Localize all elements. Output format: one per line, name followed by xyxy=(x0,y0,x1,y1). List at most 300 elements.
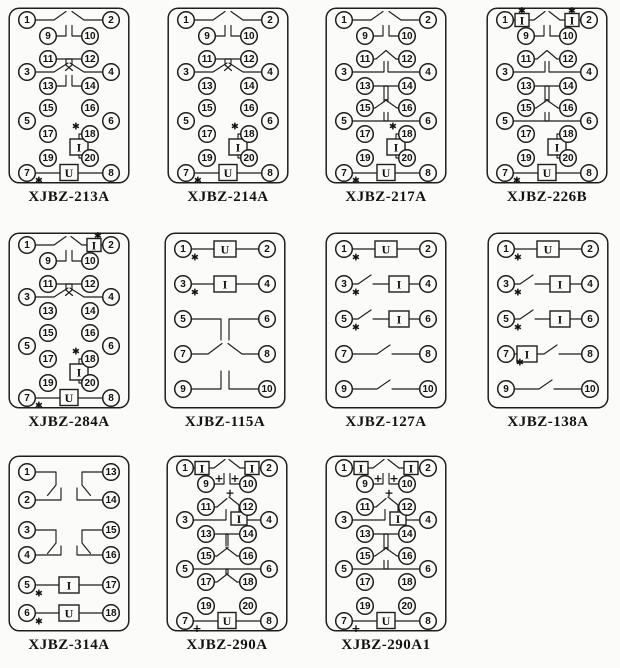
terminal-number: 8 xyxy=(586,168,592,179)
polarity-plus-mark: + xyxy=(389,472,399,485)
terminal-number: 17 xyxy=(359,129,371,140)
terminal-number: 10 xyxy=(401,479,413,490)
polarity-star-mark: ✱ xyxy=(514,287,522,299)
terminal-number: 6 xyxy=(425,116,431,127)
terminal-number: 2 xyxy=(586,15,592,26)
wire xyxy=(209,460,225,469)
terminal-number: 16 xyxy=(84,328,96,339)
terminal-number: 5 xyxy=(341,564,347,575)
diagram-canvas xyxy=(487,232,609,410)
terminal-number: 2 xyxy=(24,495,30,506)
terminal-number: 9 xyxy=(362,479,368,490)
terminal-number: 10 xyxy=(401,31,413,42)
coil-label: I xyxy=(395,512,401,526)
terminal-number: 1 xyxy=(180,244,186,255)
terminal-number: 7 xyxy=(341,349,347,360)
terminal-number: 2 xyxy=(108,15,114,26)
terminal-number: 18 xyxy=(84,354,96,365)
coil-label: U xyxy=(220,242,230,257)
terminal-number: 9 xyxy=(204,31,210,42)
terminal-number: 10 xyxy=(84,31,96,42)
terminal-number: 15 xyxy=(105,525,117,536)
wire xyxy=(82,530,103,554)
diagram-label: XJBZ-290A1 xyxy=(341,637,431,653)
wire xyxy=(36,12,67,21)
terminal-number: 14 xyxy=(401,81,413,92)
wire xyxy=(215,548,229,557)
polarity-star-mark: ✱ xyxy=(194,175,202,185)
wire xyxy=(229,319,259,340)
terminal-number: 18 xyxy=(242,577,254,588)
coil-label: U xyxy=(381,166,391,180)
terminal-number: 1 xyxy=(341,15,347,26)
diagram-label: XJBZ-214A xyxy=(187,189,269,205)
wire xyxy=(549,12,565,21)
wire xyxy=(36,472,57,496)
terminal-number: 9 xyxy=(203,479,209,490)
terminal-number: 20 xyxy=(84,378,96,389)
wire xyxy=(515,310,534,319)
terminal-number: 4 xyxy=(108,292,114,303)
wire xyxy=(194,569,229,574)
terminal-number: 12 xyxy=(562,54,574,65)
polarity-plus-mark: + xyxy=(373,472,383,485)
wire xyxy=(57,26,67,37)
terminal-number: 6 xyxy=(108,341,114,352)
terminal-number: 2 xyxy=(108,240,114,251)
wire xyxy=(192,319,222,340)
terminal-number: 4 xyxy=(425,279,431,290)
terminal-number: 13 xyxy=(200,529,212,540)
polarity-plus-mark: + xyxy=(384,486,394,500)
wire xyxy=(72,26,82,37)
terminal-number: 15 xyxy=(359,551,371,562)
terminal-number: 7 xyxy=(183,168,189,179)
wire xyxy=(537,345,557,354)
terminal-number: 4 xyxy=(586,67,592,78)
terminal-number: 7 xyxy=(341,168,347,179)
terminal-number: 14 xyxy=(562,81,574,92)
relay-diagram xyxy=(325,232,447,431)
diagram-frame xyxy=(9,8,129,183)
terminal-number: 16 xyxy=(401,551,413,562)
terminal-number: 15 xyxy=(359,103,371,114)
terminal-number: 4 xyxy=(425,515,431,526)
diagram-frame xyxy=(9,233,129,408)
terminal-number: 11 xyxy=(359,54,371,65)
terminal-number: 1 xyxy=(503,244,509,255)
polarity-star-mark: ✱ xyxy=(516,357,524,369)
terminal-number: 19 xyxy=(201,153,213,164)
polarity-star-mark: ✱ xyxy=(514,252,522,264)
wire xyxy=(72,251,82,262)
coil-label: I xyxy=(66,578,72,593)
terminal-number: 6 xyxy=(587,314,593,325)
coil-label: U xyxy=(543,242,553,257)
terminal-number: 13 xyxy=(42,81,54,92)
diagram-frame xyxy=(167,456,287,631)
terminal-number: 14 xyxy=(401,529,413,540)
wire xyxy=(389,26,399,37)
relay-diagram xyxy=(325,7,447,206)
terminal-number: 2 xyxy=(425,15,431,26)
terminal-number: 9 xyxy=(341,384,347,395)
terminal-number: 7 xyxy=(180,349,186,360)
polarity-star-mark: ✱ xyxy=(72,346,80,358)
terminal-number: 11 xyxy=(201,54,213,65)
terminal-number: 15 xyxy=(200,551,212,562)
diagram-canvas xyxy=(486,7,608,185)
coil-label: I xyxy=(396,312,402,327)
terminal-number: 4 xyxy=(264,279,270,290)
wire xyxy=(72,12,103,21)
terminal-number: 1 xyxy=(24,467,30,478)
terminal-number: 4 xyxy=(266,515,272,526)
wire xyxy=(57,76,67,87)
terminal-number: 17 xyxy=(200,577,212,588)
wire xyxy=(515,275,534,284)
coil-label: I xyxy=(557,312,563,327)
terminal-number: 5 xyxy=(183,116,189,127)
polarity-star-mark: ✱ xyxy=(231,121,239,133)
terminal-number: 7 xyxy=(502,168,508,179)
terminal-number: 16 xyxy=(562,103,574,114)
terminal-number: 2 xyxy=(267,15,273,26)
terminal-number: 6 xyxy=(24,608,30,619)
coil-label: U xyxy=(64,606,74,621)
terminal-number: 12 xyxy=(84,279,96,290)
wire xyxy=(72,76,82,87)
diagram-canvas xyxy=(325,232,447,410)
wire xyxy=(535,100,549,109)
polarity-star-mark: ✱ xyxy=(72,121,80,133)
terminal-number: 2 xyxy=(264,244,270,255)
relay-diagram xyxy=(325,455,447,654)
wire xyxy=(386,51,399,60)
terminal-number: 19 xyxy=(42,153,54,164)
terminal-number: 10 xyxy=(84,256,96,267)
wire xyxy=(353,310,372,319)
terminal-number: 7 xyxy=(24,393,30,404)
diagram-canvas xyxy=(325,455,447,633)
terminal-number: 5 xyxy=(341,314,347,325)
terminal-number: 11 xyxy=(42,54,54,65)
polarity-star-mark: ✱ xyxy=(352,175,360,185)
polarity-star-mark: ✱ xyxy=(35,616,43,628)
diagram-label: XJBZ-290A xyxy=(186,637,268,653)
terminal-number: 8 xyxy=(425,168,431,179)
terminal-number: 6 xyxy=(264,314,270,325)
wire xyxy=(535,26,545,37)
terminal-number: 9 xyxy=(45,31,51,42)
diagram-canvas xyxy=(8,7,130,185)
terminal-number: 1 xyxy=(341,244,347,255)
terminal-number: 2 xyxy=(425,244,431,255)
polarity-star-mark: ✱ xyxy=(94,232,102,242)
coil-label: I xyxy=(554,140,560,155)
diagram-frame xyxy=(326,8,446,183)
coil-label: U xyxy=(64,166,74,180)
diagram-label: XJBZ-226B xyxy=(506,189,588,205)
terminal-number: 12 xyxy=(243,54,255,65)
wire xyxy=(388,460,404,469)
terminal-number: 15 xyxy=(520,103,532,114)
terminal-number: 15 xyxy=(42,328,54,339)
wire xyxy=(215,574,229,583)
terminal-number: 2 xyxy=(587,244,593,255)
terminal-number: 16 xyxy=(242,551,254,562)
coil-label: U xyxy=(222,614,232,628)
relay-diagram xyxy=(8,232,130,431)
terminal-number: 5 xyxy=(502,116,508,127)
coil-label: I xyxy=(524,347,530,362)
polarity-star-mark: ✱ xyxy=(352,252,360,264)
wire xyxy=(368,460,384,469)
wire xyxy=(36,237,67,246)
wire xyxy=(215,499,228,508)
terminal-number: 13 xyxy=(359,81,371,92)
wire xyxy=(71,237,87,246)
terminal-number: 19 xyxy=(359,153,371,164)
terminal-number: 15 xyxy=(201,103,213,114)
wire xyxy=(229,460,245,469)
polarity-star-mark: ✱ xyxy=(191,287,199,299)
wire xyxy=(550,26,560,37)
terminal-number: 3 xyxy=(24,67,30,78)
terminal-number: 8 xyxy=(264,349,270,360)
wire xyxy=(216,26,226,37)
wire xyxy=(228,344,259,355)
terminal-number: 8 xyxy=(108,393,114,404)
terminal-number: 11 xyxy=(359,502,371,513)
diagram-canvas xyxy=(167,7,289,185)
terminal-number: 16 xyxy=(243,103,255,114)
terminal-number: 9 xyxy=(503,384,509,395)
wire xyxy=(547,51,560,60)
diagram-label: XJBZ-127A xyxy=(345,414,427,430)
terminal-number: 14 xyxy=(84,306,96,317)
terminal-number: 11 xyxy=(520,54,532,65)
terminal-number: 17 xyxy=(105,580,117,591)
terminal-number: 5 xyxy=(24,580,30,591)
terminal-number: 1 xyxy=(182,463,188,474)
terminal-number: 4 xyxy=(425,67,431,78)
diagram-label: XJBZ-115A xyxy=(184,414,266,430)
coil-label: U xyxy=(223,166,233,180)
terminal-number: 19 xyxy=(200,601,212,612)
diagram-frame xyxy=(168,8,288,183)
terminal-number: 3 xyxy=(182,515,188,526)
terminal-number: 20 xyxy=(242,601,254,612)
polarity-plus-mark: + xyxy=(351,622,361,633)
terminal-number: 11 xyxy=(200,502,212,513)
wire xyxy=(374,499,387,508)
coil-label: I xyxy=(393,140,399,155)
polarity-star-mark: ✱ xyxy=(352,287,360,299)
terminal-number: 17 xyxy=(42,129,54,140)
terminal-number: 10 xyxy=(584,384,596,395)
polarity-plus-mark: + xyxy=(192,622,202,633)
terminal-number: 7 xyxy=(24,168,30,179)
terminal-number: 7 xyxy=(182,616,188,627)
terminal-number: 3 xyxy=(503,279,509,290)
polarity-star-mark: ✱ xyxy=(35,588,43,600)
coil-label: I xyxy=(76,365,82,380)
wire xyxy=(546,100,560,109)
polarity-star-mark: ✱ xyxy=(568,7,576,17)
diagram-label: XJBZ-314A xyxy=(28,637,110,653)
terminal-number: 5 xyxy=(503,314,509,325)
terminal-number: 10 xyxy=(562,31,574,42)
terminal-number: 3 xyxy=(183,67,189,78)
wire xyxy=(374,26,384,37)
wire xyxy=(192,344,223,355)
wire xyxy=(77,546,103,555)
terminal-number: 13 xyxy=(359,529,371,540)
terminal-number: 11 xyxy=(42,279,54,290)
wire xyxy=(226,548,240,557)
terminal-number: 1 xyxy=(183,15,189,26)
terminal-number: 13 xyxy=(105,467,117,478)
terminal-number: 14 xyxy=(242,529,254,540)
diagram-canvas xyxy=(8,455,130,633)
wire xyxy=(231,26,241,37)
diagram-label: XJBZ-138A xyxy=(507,414,589,430)
terminal-number: 8 xyxy=(266,616,272,627)
terminal-number: 6 xyxy=(425,314,431,325)
wire xyxy=(353,345,391,354)
terminal-number: 20 xyxy=(84,153,96,164)
terminal-number: 17 xyxy=(201,129,213,140)
polarity-plus-mark: + xyxy=(225,486,235,500)
relay-diagram xyxy=(8,7,130,206)
polarity-star-mark: ✱ xyxy=(352,322,360,334)
relay-diagram xyxy=(167,7,289,206)
terminal-number: 15 xyxy=(42,103,54,114)
terminal-number: 18 xyxy=(562,129,574,140)
terminal-number: 5 xyxy=(341,116,347,127)
coil-label: U xyxy=(381,242,391,257)
terminal-number: 17 xyxy=(520,129,532,140)
wire xyxy=(374,51,387,60)
diagram-canvas xyxy=(8,232,130,410)
terminal-number: 1 xyxy=(341,463,347,474)
terminal-number: 5 xyxy=(24,116,30,127)
wire xyxy=(353,380,391,389)
wire xyxy=(36,530,57,554)
terminal-number: 19 xyxy=(520,153,532,164)
coil-label: I xyxy=(396,277,402,292)
terminal-number: 12 xyxy=(401,54,413,65)
terminal-number: 10 xyxy=(242,479,254,490)
wire xyxy=(385,100,399,109)
polarity-star-mark: ✱ xyxy=(514,322,522,334)
terminal-number: 19 xyxy=(359,601,371,612)
terminal-number: 14 xyxy=(105,495,117,506)
wire xyxy=(353,275,372,284)
relay-diagram xyxy=(8,455,130,654)
terminal-number: 1 xyxy=(502,15,508,26)
wire xyxy=(229,371,259,389)
terminal-number: 4 xyxy=(108,67,114,78)
terminal-number: 1 xyxy=(24,15,30,26)
coil-label: I xyxy=(91,238,97,253)
terminal-number: 19 xyxy=(42,378,54,389)
wire xyxy=(389,12,420,21)
coil-label: I xyxy=(199,461,205,476)
terminal-number: 20 xyxy=(562,153,574,164)
terminal-number: 3 xyxy=(341,67,347,78)
coil-label: I xyxy=(358,461,364,476)
wire xyxy=(231,12,262,21)
wire xyxy=(529,12,545,21)
coil-label: I xyxy=(557,277,563,292)
terminal-number: 7 xyxy=(341,616,347,627)
terminal-number: 18 xyxy=(243,129,255,140)
coil-label: U xyxy=(381,614,391,628)
terminal-number: 6 xyxy=(108,116,114,127)
terminal-number: 12 xyxy=(401,502,413,513)
terminal-number: 5 xyxy=(180,314,186,325)
diagram-canvas xyxy=(164,232,286,410)
terminal-number: 3 xyxy=(341,515,347,526)
terminal-number: 17 xyxy=(42,354,54,365)
coil-label: U xyxy=(542,166,552,180)
terminal-number: 3 xyxy=(341,279,347,290)
coil-label: I xyxy=(222,277,228,292)
terminal-number: 3 xyxy=(24,525,30,536)
terminal-number: 18 xyxy=(105,608,117,619)
terminal-number: 13 xyxy=(42,306,54,317)
terminal-number: 3 xyxy=(502,67,508,78)
terminal-number: 16 xyxy=(84,103,96,114)
relay-diagram xyxy=(166,455,288,654)
wire xyxy=(353,12,384,21)
terminal-number: 9 xyxy=(523,31,529,42)
terminal-number: 13 xyxy=(201,81,213,92)
terminal-number: 6 xyxy=(425,564,431,575)
wire xyxy=(192,371,222,389)
terminal-number: 4 xyxy=(24,550,30,561)
terminal-number: 4 xyxy=(267,67,273,78)
relay-diagram xyxy=(164,232,286,431)
terminal-number: 7 xyxy=(503,349,509,360)
terminal-number: 1 xyxy=(24,240,30,251)
wire xyxy=(374,100,388,109)
terminal-number: 3 xyxy=(180,279,186,290)
terminal-number: 6 xyxy=(266,564,272,575)
relay-diagram xyxy=(486,7,608,206)
terminal-number: 13 xyxy=(520,81,532,92)
diagram-label: XJBZ-217A xyxy=(345,189,427,205)
terminal-number: 9 xyxy=(180,384,186,395)
wire xyxy=(226,569,261,574)
wire xyxy=(57,251,67,262)
wire xyxy=(36,546,62,555)
diagram-label: XJBZ-213A xyxy=(28,189,110,205)
terminal-number: 5 xyxy=(24,341,30,352)
coil-label: I xyxy=(235,140,241,155)
diagram-canvas xyxy=(325,7,447,185)
terminal-number: 8 xyxy=(425,349,431,360)
terminal-number: 2 xyxy=(266,463,272,474)
polarity-star-mark: ✱ xyxy=(389,121,397,133)
coil-label: I xyxy=(249,461,255,476)
wire xyxy=(385,548,399,557)
coil-label: I xyxy=(408,461,414,476)
wire xyxy=(535,51,548,60)
terminal-number: 3 xyxy=(24,292,30,303)
